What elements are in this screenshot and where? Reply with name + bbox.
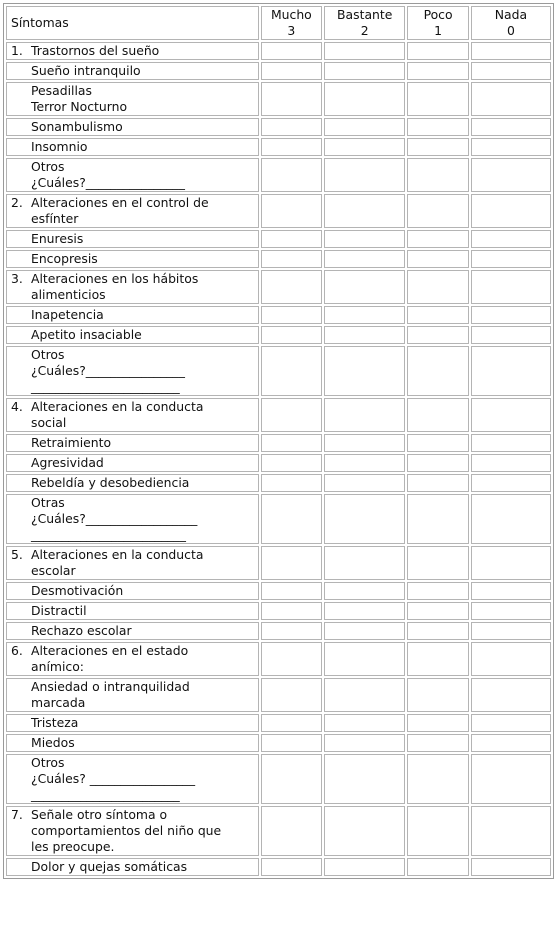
nada-rating-cell[interactable] [471, 118, 551, 136]
nada-rating-cell[interactable] [471, 754, 551, 804]
symptom-label: Pesadillas Terror Nocturno [31, 83, 128, 114]
category-title: Alteraciones en el estado anímico: [31, 643, 189, 674]
category-number: 5. [11, 547, 23, 562]
poco-rating-cell[interactable] [407, 858, 469, 876]
bastante-rating-cell[interactable] [324, 494, 405, 544]
category-label-cell [6, 398, 259, 432]
bastante-rating-cell[interactable] [324, 454, 405, 472]
nada-rating-cell[interactable] [471, 158, 551, 192]
bastante-rating-cell[interactable] [324, 434, 405, 452]
poco-rating-cell[interactable] [407, 602, 469, 620]
poco-rating-cell[interactable] [407, 622, 469, 640]
category-number: 4. [11, 399, 23, 414]
mucho-rating-cell[interactable] [261, 42, 323, 60]
symptom-row [6, 82, 551, 116]
mucho-rating-cell[interactable] [261, 194, 323, 228]
category-title: Alteraciones en la conducta escolar [31, 547, 204, 578]
nada-rating-cell[interactable] [471, 42, 551, 60]
nada-rating-cell[interactable] [471, 194, 551, 228]
symptom-label: Sueño intranquilo [31, 63, 141, 78]
indent-spacer [11, 159, 31, 191]
indent-spacer [11, 139, 31, 155]
bastante-rating-cell[interactable] [324, 642, 405, 676]
symptom-row [6, 582, 551, 600]
header-row [6, 6, 551, 40]
category-row [6, 42, 551, 60]
symptom-label: Otras ¿Cuáles?__________________ _________________________ [31, 495, 198, 542]
symptom-row [6, 230, 551, 248]
symptom-row [6, 714, 551, 732]
symptom-label-cell [6, 158, 259, 192]
poco-rating-cell[interactable] [407, 250, 469, 268]
bastante-rating-cell[interactable] [324, 398, 405, 432]
mucho-rating-cell[interactable] [261, 346, 323, 396]
poco-rating-cell[interactable] [407, 806, 469, 856]
indent-spacer [11, 251, 31, 267]
category-row [6, 194, 551, 228]
poco-rating-cell[interactable] [407, 734, 469, 752]
symptom-label: Otros ¿Cuáles?________________ ________________________ [31, 347, 185, 394]
symptom-row [6, 754, 551, 804]
bastante-rating-cell[interactable] [324, 582, 405, 600]
nada-rating-cell[interactable] [471, 250, 551, 268]
nada-rating-cell[interactable] [471, 62, 551, 80]
bastante-rating-cell[interactable] [324, 326, 405, 344]
category-number: 7. [11, 807, 23, 822]
bastante-rating-cell[interactable] [324, 858, 405, 876]
nada-rating-cell[interactable] [471, 474, 551, 492]
symptom-label: Encopresis [31, 251, 98, 266]
poco-rating-cell[interactable] [407, 158, 469, 192]
nada-rating-cell[interactable] [471, 494, 551, 544]
bastante-rating-cell[interactable] [324, 250, 405, 268]
nada-rating-cell[interactable] [471, 306, 551, 324]
symptoms-header: Síntomas [6, 6, 259, 40]
indent-spacer [11, 327, 31, 343]
mucho-rating-cell[interactable] [261, 858, 323, 876]
nada-rating-cell[interactable] [471, 622, 551, 640]
poco-rating-cell[interactable] [407, 494, 469, 544]
nada-rating-cell[interactable] [471, 138, 551, 156]
nada-rating-cell[interactable] [471, 82, 551, 116]
symptom-label: Enuresis [31, 231, 84, 246]
symptom-label-cell [6, 434, 259, 452]
poco-rating-cell[interactable] [407, 398, 469, 432]
symptom-label-cell [6, 714, 259, 732]
symptom-row [6, 434, 551, 452]
bastante-rating-cell[interactable] [324, 602, 405, 620]
symptom-row [6, 474, 551, 492]
symptom-label-cell [6, 582, 259, 600]
indent-spacer [11, 83, 31, 115]
nada-rating-cell[interactable] [471, 806, 551, 856]
symptom-label-cell [6, 454, 259, 472]
symptom-rating-table [3, 3, 554, 879]
bastante-rating-cell[interactable] [324, 678, 405, 712]
symptom-label-cell [6, 858, 259, 876]
indent-spacer [11, 119, 31, 135]
mucho-rating-cell[interactable] [261, 270, 323, 304]
category-number: 6. [11, 643, 23, 658]
category-title: Señale otro síntoma o comportamientos del niño que les preocupe. [31, 807, 222, 854]
symptom-label-cell [6, 474, 259, 492]
bastante-rating-cell[interactable] [324, 734, 405, 752]
symptom-row [6, 118, 551, 136]
symptom-label-cell [6, 230, 259, 248]
symptom-label: Apetito insaciable [31, 327, 142, 342]
category-row [6, 806, 551, 856]
indent-spacer [11, 231, 31, 247]
mucho-rating-cell[interactable] [261, 158, 323, 192]
category-label-cell [6, 194, 259, 228]
category-title: Trastornos del sueño [31, 43, 160, 58]
symptom-row [6, 326, 551, 344]
category-number: 1. [11, 43, 23, 58]
bastante-rating-cell[interactable] [324, 158, 405, 192]
symptom-label-cell [6, 306, 259, 324]
mucho-rating-cell[interactable] [261, 642, 323, 676]
category-row [6, 642, 551, 676]
category-number: 3. [11, 271, 23, 286]
mucho-rating-cell[interactable] [261, 602, 323, 620]
poco-rating-cell[interactable] [407, 326, 469, 344]
bastante-rating-cell[interactable] [324, 346, 405, 396]
poco-rating-cell[interactable] [407, 582, 469, 600]
symptom-label-cell [6, 250, 259, 268]
indent-spacer [11, 755, 31, 803]
symptom-label: Dolor y quejas somáticas [31, 859, 188, 874]
symptom-label-cell [6, 678, 259, 712]
mucho-rating-cell[interactable] [261, 714, 323, 732]
symptom-row [6, 306, 551, 324]
category-title: Alteraciones en la conducta social [31, 399, 204, 430]
symptom-row [6, 62, 551, 80]
mucho-rating-cell[interactable] [261, 622, 323, 640]
mucho-rating-cell[interactable] [261, 62, 323, 80]
symptom-label: Tristeza [31, 715, 79, 730]
mucho-rating-cell[interactable] [261, 250, 323, 268]
symptom-table-body [6, 6, 551, 876]
poco-rating-cell[interactable] [407, 474, 469, 492]
mucho-rating-cell[interactable] [261, 454, 323, 472]
symptom-label: Rechazo escolar [31, 623, 132, 638]
bastante-rating-cell[interactable] [324, 118, 405, 136]
indent-spacer [11, 679, 31, 711]
poco-rating-cell[interactable] [407, 546, 469, 580]
mucho-rating-cell[interactable] [261, 754, 323, 804]
mucho-rating-cell[interactable] [261, 474, 323, 492]
symptom-label-cell [6, 118, 259, 136]
nada-rating-cell[interactable] [471, 714, 551, 732]
nada-rating-cell[interactable] [471, 270, 551, 304]
mucho-rating-cell[interactable] [261, 138, 323, 156]
nada-header: Nada 0 [471, 6, 551, 40]
bastante-rating-cell[interactable] [324, 806, 405, 856]
mucho-rating-cell[interactable] [261, 494, 323, 544]
bastante-rating-cell[interactable] [324, 474, 405, 492]
poco-rating-cell[interactable] [407, 138, 469, 156]
symptom-label-cell [6, 82, 259, 116]
category-number: 2. [11, 195, 23, 210]
symptom-label-cell [6, 602, 259, 620]
nada-rating-cell[interactable] [471, 734, 551, 752]
nada-rating-cell[interactable] [471, 602, 551, 620]
indent-spacer [11, 455, 31, 471]
category-label-cell [6, 642, 259, 676]
symptom-label: Distractil [31, 603, 87, 618]
symptom-row [6, 494, 551, 544]
poco-rating-cell[interactable] [407, 194, 469, 228]
mucho-rating-cell[interactable] [261, 398, 323, 432]
symptom-label: Sonambulismo [31, 119, 123, 134]
symptom-label-cell [6, 754, 259, 804]
bastante-rating-cell[interactable] [324, 754, 405, 804]
symptom-row [6, 602, 551, 620]
bastante-rating-cell[interactable] [324, 714, 405, 732]
category-label-cell [6, 806, 259, 856]
symptom-row [6, 734, 551, 752]
poco-rating-cell[interactable] [407, 62, 469, 80]
symptom-row [6, 346, 551, 396]
bastante-rating-cell[interactable] [324, 138, 405, 156]
symptom-label: Agresividad [31, 455, 104, 470]
mucho-header: Mucho 3 [261, 6, 323, 40]
indent-spacer [11, 583, 31, 599]
indent-spacer [11, 307, 31, 323]
symptom-label-cell [6, 734, 259, 752]
bastante-rating-cell[interactable] [324, 306, 405, 324]
poco-rating-cell[interactable] [407, 678, 469, 712]
indent-spacer [11, 735, 31, 751]
symptom-label-cell [6, 346, 259, 396]
category-title: Alteraciones en los hábitos alimenticios [31, 271, 199, 302]
poco-rating-cell[interactable] [407, 754, 469, 804]
indent-spacer [11, 495, 31, 543]
category-label-cell [6, 270, 259, 304]
mucho-rating-cell[interactable] [261, 230, 323, 248]
nada-rating-cell[interactable] [471, 326, 551, 344]
mucho-rating-cell[interactable] [261, 734, 323, 752]
indent-spacer [11, 435, 31, 451]
category-row [6, 270, 551, 304]
poco-rating-cell[interactable] [407, 434, 469, 452]
category-label-cell [6, 546, 259, 580]
indent-spacer [11, 715, 31, 731]
symptom-label-cell [6, 62, 259, 80]
poco-rating-cell[interactable] [407, 306, 469, 324]
symptom-label-cell [6, 326, 259, 344]
poco-rating-cell[interactable] [407, 82, 469, 116]
symptom-row [6, 250, 551, 268]
poco-rating-cell[interactable] [407, 42, 469, 60]
nada-rating-cell[interactable] [471, 678, 551, 712]
symptom-row [6, 858, 551, 876]
symptom-label: Miedos [31, 735, 75, 750]
poco-rating-cell[interactable] [407, 270, 469, 304]
symptom-label: Otros ¿Cuáles? _________________ ________________________ [31, 755, 196, 802]
symptom-label: Insomnio [31, 139, 88, 154]
mucho-rating-cell[interactable] [261, 118, 323, 136]
bastante-rating-cell[interactable] [324, 230, 405, 248]
bastante-rating-cell[interactable] [324, 622, 405, 640]
mucho-rating-cell[interactable] [261, 326, 323, 344]
category-label-cell [6, 42, 259, 60]
indent-spacer [11, 347, 31, 395]
category-title: Alteraciones en el control de esfínter [31, 195, 209, 226]
symptom-label-cell [6, 494, 259, 544]
symptom-row [6, 138, 551, 156]
poco-rating-cell[interactable] [407, 230, 469, 248]
symptom-label: Otros ¿Cuáles?________________ [31, 159, 185, 190]
nada-rating-cell[interactable] [471, 230, 551, 248]
poco-header: Poco 1 [407, 6, 469, 40]
indent-spacer [11, 859, 31, 875]
symptom-label: Inapetencia [31, 307, 104, 322]
mucho-rating-cell[interactable] [261, 434, 323, 452]
nada-rating-cell[interactable] [471, 642, 551, 676]
mucho-rating-cell[interactable] [261, 678, 323, 712]
symptom-label: Rebeldía y desobediencia [31, 475, 190, 490]
symptom-label: Ansiedad o intranquilidad marcada [31, 679, 190, 710]
nada-rating-cell[interactable] [471, 582, 551, 600]
mucho-rating-cell[interactable] [261, 82, 323, 116]
indent-spacer [11, 603, 31, 619]
symptom-label: Desmotivación [31, 583, 124, 598]
poco-rating-cell[interactable] [407, 714, 469, 732]
nada-rating-cell[interactable] [471, 346, 551, 396]
mucho-rating-cell[interactable] [261, 546, 323, 580]
bastante-rating-cell[interactable] [324, 546, 405, 580]
nada-rating-cell[interactable] [471, 858, 551, 876]
category-row [6, 398, 551, 432]
poco-rating-cell[interactable] [407, 454, 469, 472]
mucho-rating-cell[interactable] [261, 582, 323, 600]
bastante-rating-cell[interactable] [324, 82, 405, 116]
nada-rating-cell[interactable] [471, 546, 551, 580]
poco-rating-cell[interactable] [407, 118, 469, 136]
indent-spacer [11, 623, 31, 639]
symptom-row [6, 158, 551, 192]
bastante-rating-cell[interactable] [324, 42, 405, 60]
nada-rating-cell[interactable] [471, 434, 551, 452]
symptom-label-cell [6, 138, 259, 156]
category-row [6, 546, 551, 580]
nada-rating-cell[interactable] [471, 454, 551, 472]
symptom-row [6, 678, 551, 712]
mucho-rating-cell[interactable] [261, 806, 323, 856]
bastante-rating-cell[interactable] [324, 270, 405, 304]
poco-rating-cell[interactable] [407, 346, 469, 396]
bastante-rating-cell[interactable] [324, 194, 405, 228]
indent-spacer [11, 475, 31, 491]
bastante-rating-cell[interactable] [324, 62, 405, 80]
indent-spacer [11, 63, 31, 79]
symptom-row [6, 454, 551, 472]
bastante-header: Bastante 2 [324, 6, 405, 40]
nada-rating-cell[interactable] [471, 398, 551, 432]
symptom-label-cell [6, 622, 259, 640]
symptom-label: Retraimiento [31, 435, 112, 450]
symptom-row [6, 622, 551, 640]
mucho-rating-cell[interactable] [261, 306, 323, 324]
poco-rating-cell[interactable] [407, 642, 469, 676]
